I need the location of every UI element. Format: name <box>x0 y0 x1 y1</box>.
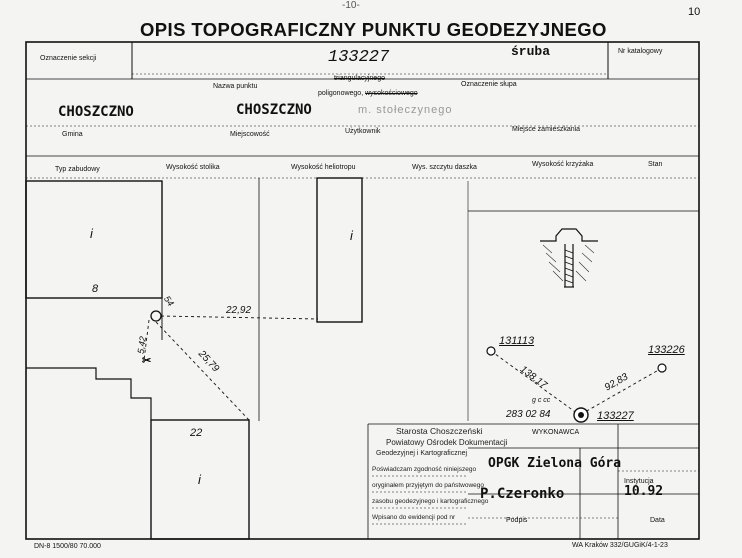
point-number: 133227 <box>328 48 390 67</box>
typ-zabudowy-label: Typ zabudowy <box>55 166 100 173</box>
svg-text:✂: ✂ <box>142 355 152 367</box>
data-label: Data <box>650 517 665 524</box>
building-bottom-number: 22 <box>190 427 203 439</box>
stamp-line-1: Starosta Choszczeński <box>396 426 483 436</box>
footer-left: DN-8 1500/80 70.000 <box>34 543 101 550</box>
dist-horizontal: 22,92 <box>226 305 252 316</box>
network-dist-left: 138,17 <box>517 363 549 392</box>
official-stamp <box>372 426 508 523</box>
footer-right: WA Kraków 332/GUGiK/4-1-23 <box>572 542 668 549</box>
sekcja-label: Oznaczenie sekcji <box>40 55 97 62</box>
daszka-label: Wys. szczytu daszka <box>412 164 477 171</box>
miejscowosc-label: Miejscowość <box>230 131 270 138</box>
person-name: P.Czeronko <box>480 486 565 502</box>
gmina-label: Gmina <box>62 131 83 138</box>
building-left-number: 8 <box>92 283 99 295</box>
page-number: 10 <box>688 6 701 18</box>
uzytkownik-value: m. stołeczynego <box>358 104 453 116</box>
gmina-value: CHOSZCZNO <box>58 104 134 120</box>
katalog-label: Nr katalogowy <box>618 48 663 55</box>
heliotropu-label: Wysokość heliotropu <box>291 164 356 171</box>
podpis-label: Podpis <box>506 517 528 524</box>
stan-label: Stan <box>648 161 663 168</box>
nazwa-label: Nazwa punktu <box>213 83 258 90</box>
zamieszkania-label: Miejsce zamieszkania <box>512 126 581 133</box>
poligon-text: poligonowego <box>318 90 362 97</box>
network-dist-right: 92,83 <box>602 371 631 394</box>
stolika-label: Wysokość stolika <box>166 164 220 171</box>
stamp-line-5: oryginałem przyjętym do państwowego <box>372 482 484 489</box>
building-bottom-label: i <box>198 472 201 487</box>
stamp-line-4: Poświadczam zgodność niniejszego <box>372 466 477 473</box>
marker-type: śruba <box>511 44 551 59</box>
stamp-line-3: Geodezyjnej i Kartograficznej <box>376 450 468 457</box>
stamp-line-7: Wpisano do ewidencji pod nr <box>372 514 456 521</box>
slupa-label: Oznaczenie słupa <box>461 81 517 88</box>
stamp-line-6: zasobu geodezyjnego i kartograficznego <box>372 498 489 505</box>
triang-label: triangulacyjnego <box>334 75 385 82</box>
corner-mark: -10- <box>342 0 360 11</box>
point-right-label: 133226 <box>648 344 685 356</box>
stamp-line-2: Powiatowy Ośrodek Dokumentacji <box>386 438 508 447</box>
poligon-label: poligonowego, wysokościowego <box>318 90 418 97</box>
angle-value: 283 02 84 <box>506 409 551 420</box>
point-bottom-label: 133227 <box>597 410 634 422</box>
building-mid-label: i <box>350 228 353 243</box>
wykonawca-value: OPGK Zielona Góra <box>488 456 622 471</box>
krzyzaka-label: Wysokość krzyżaka <box>532 161 594 168</box>
point-left-label: 131113 <box>499 335 535 347</box>
dist-left: 5,42 <box>135 335 148 355</box>
instytucja-label: Instytucja <box>624 478 654 485</box>
dist-diagonal: 25,79 <box>195 348 222 375</box>
dist-near: 54 <box>162 294 176 308</box>
angle-units: g c cc <box>532 397 551 404</box>
page-title: OPIS TOPOGRAFICZNY PUNKTU GEODEZYJNEGO <box>140 19 607 40</box>
wysokosc-text: wysokościowego <box>365 90 418 97</box>
date-value: 10.92 <box>624 484 664 499</box>
uzytkownik-label: Użytkownik <box>345 128 381 135</box>
miejscowosc-value: CHOSZCZNO <box>236 102 312 118</box>
wykonawca-label: WYKONAWCA <box>532 429 580 436</box>
building-left-label: i <box>90 226 93 241</box>
